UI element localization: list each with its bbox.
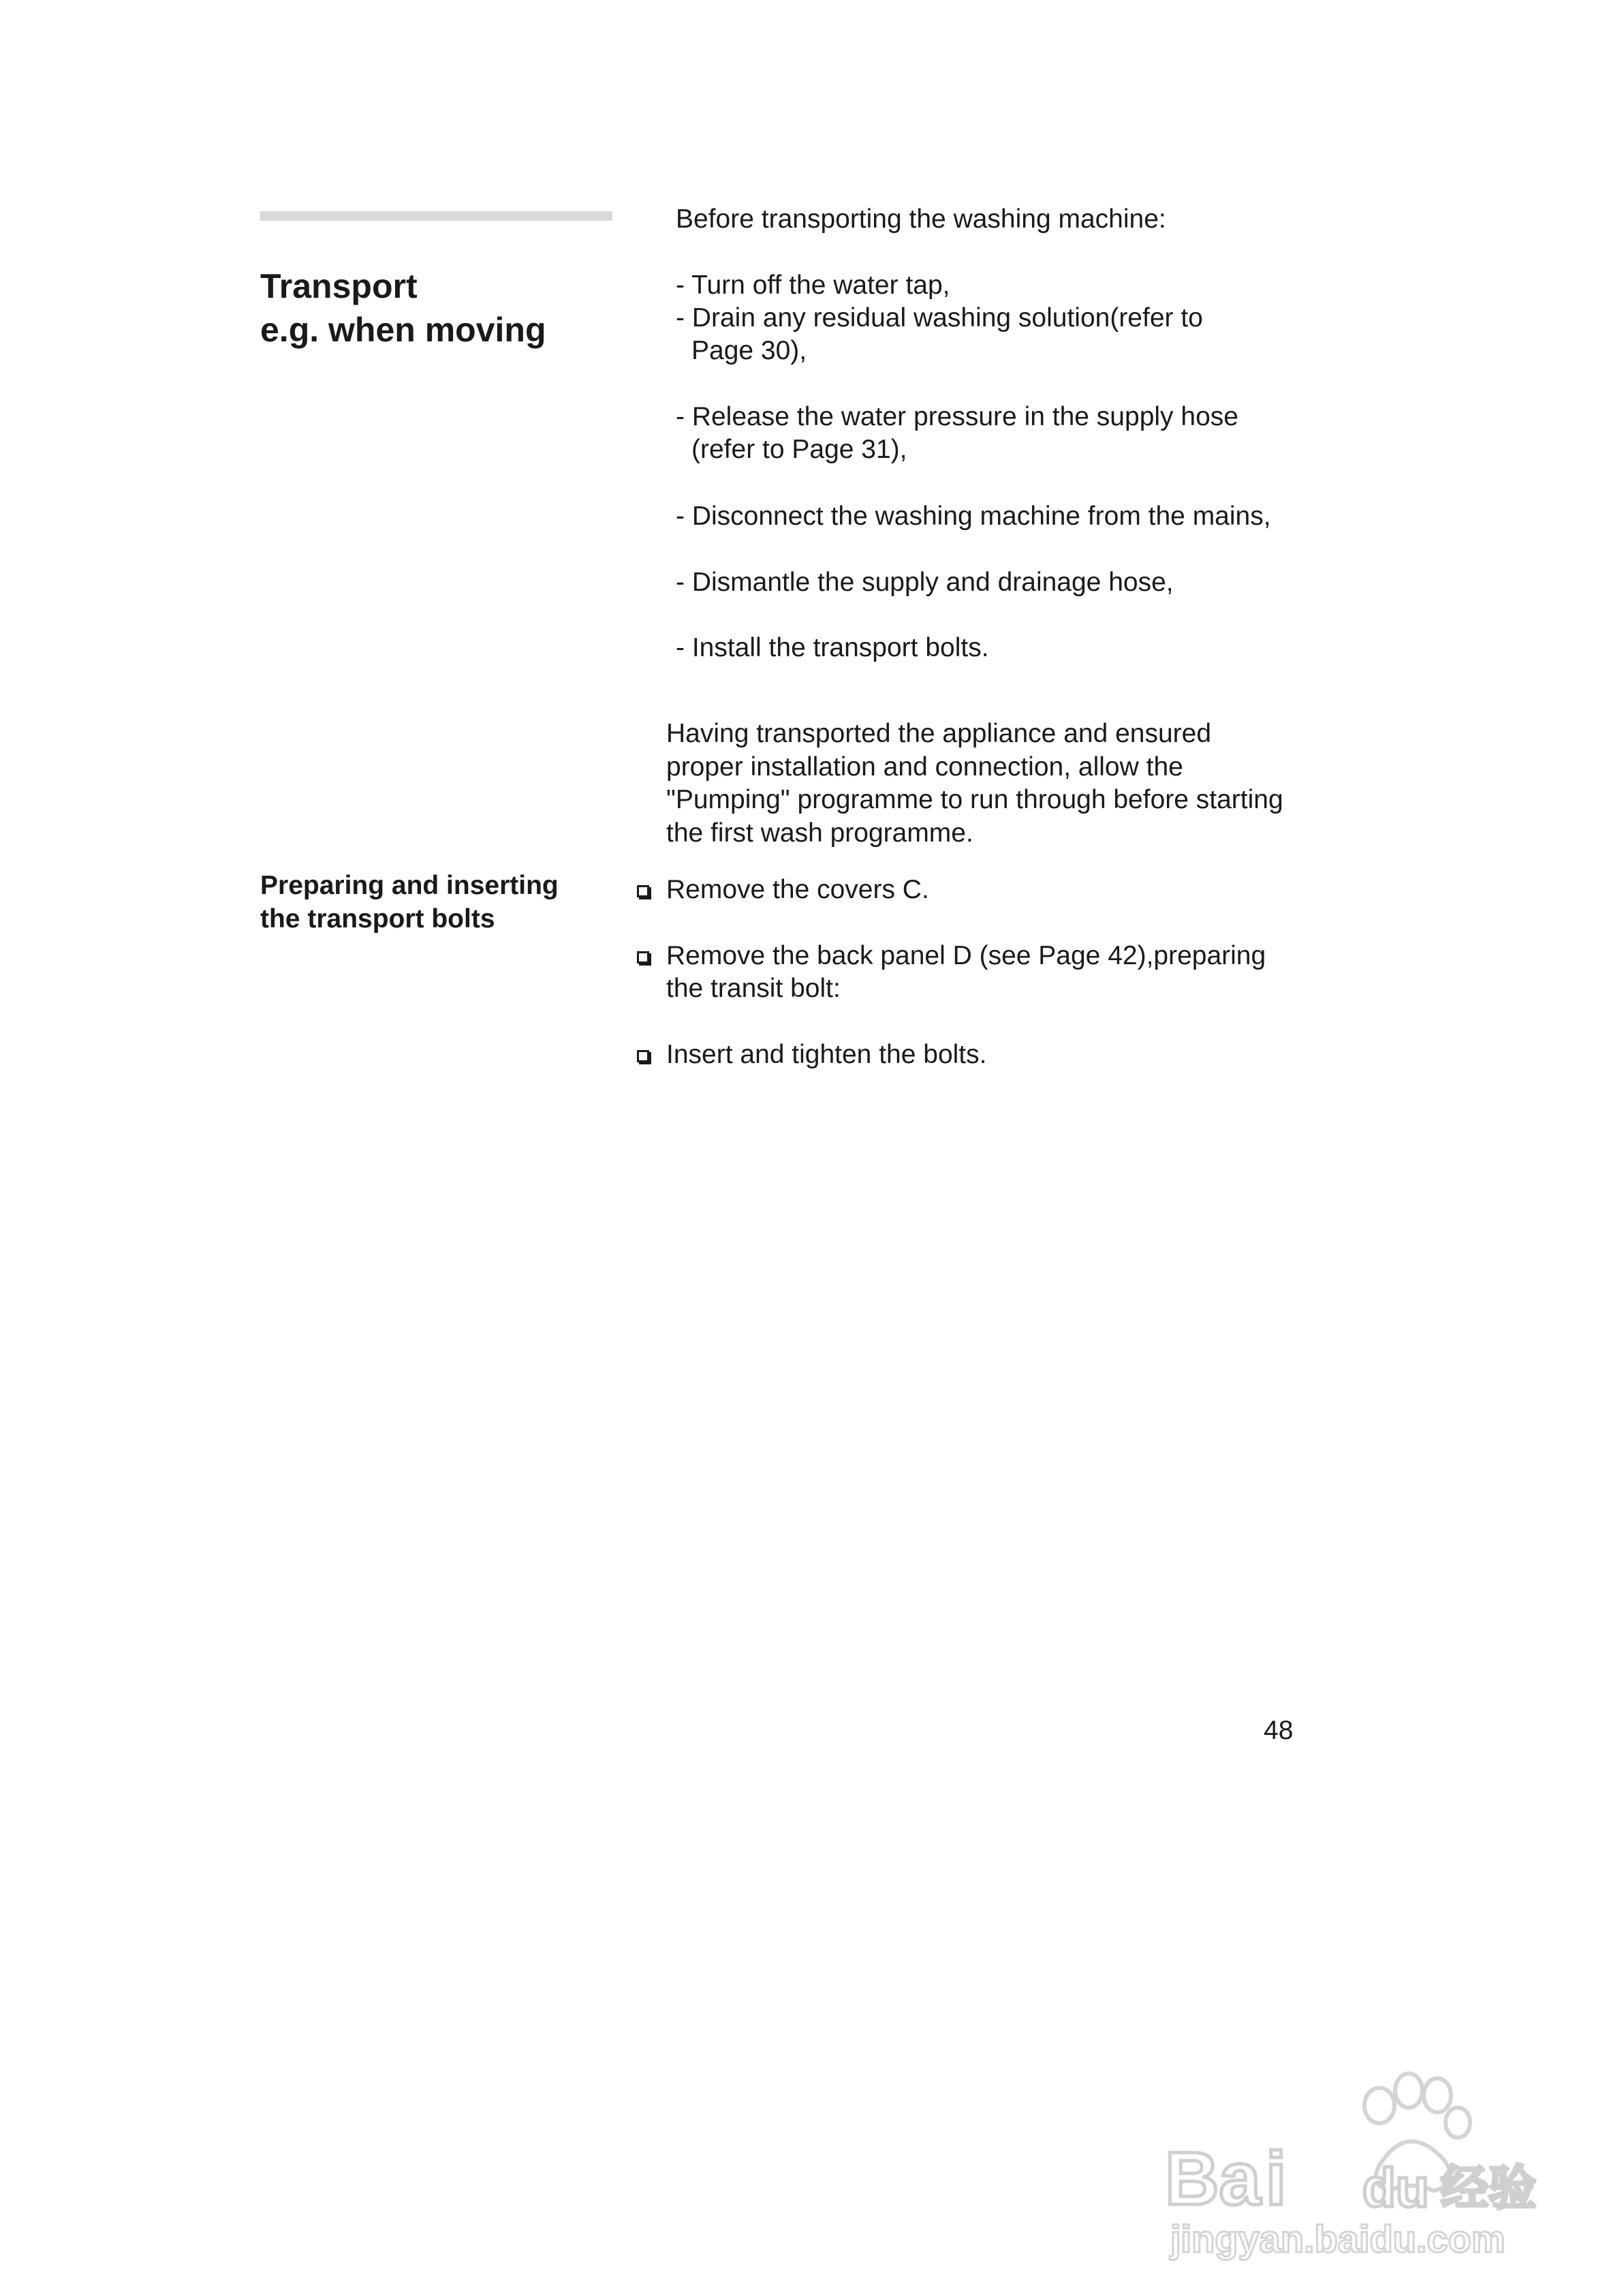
step-item: - Drain any residual washing solution(refer to Page 30), [676, 303, 1203, 365]
watermark-brand-left: Ba [1165, 2137, 1261, 2221]
baidu-watermark [1158, 2058, 1553, 2262]
intro-text: Before transporting the washing machine: [676, 204, 1166, 234]
watermark-brand-cn: 经验 [1441, 2160, 1536, 2216]
step-item: - Disconnect the washing machine from the mains, [676, 502, 1271, 531]
after-transport-note: Having transported the appliance and ensured proper installation and connection, allow the "Pumping" programme to run through before starting the first wash programme. [666, 719, 1283, 848]
step-item: - Dismantle the supply and drainage hose, [676, 568, 1174, 597]
watermark-brand-right: du [1362, 2157, 1429, 2218]
checkbox-icon [637, 885, 649, 897]
page-number: 48 [1264, 1716, 1294, 1745]
section-title-line-1: Transport [260, 267, 418, 305]
section-divider [260, 211, 612, 221]
checkbox-icon [637, 951, 649, 964]
checkbox-icon [637, 1050, 649, 1062]
subsection-title: Preparing and inserting the transport bolts [260, 871, 559, 934]
step-item: - Turn off the water tap, [676, 271, 950, 300]
watermark-url: jingyan.baidu.com [1170, 2217, 1505, 2260]
watermark-i-glyph: i [1266, 2137, 1287, 2221]
step-item: - Release the water pressure in the supply hose (refer to Page 31), [676, 402, 1238, 464]
section-title-line-2: e.g. when moving [260, 311, 546, 349]
step-item: - Install the transport bolts. [676, 633, 989, 662]
section-title [260, 264, 546, 352]
